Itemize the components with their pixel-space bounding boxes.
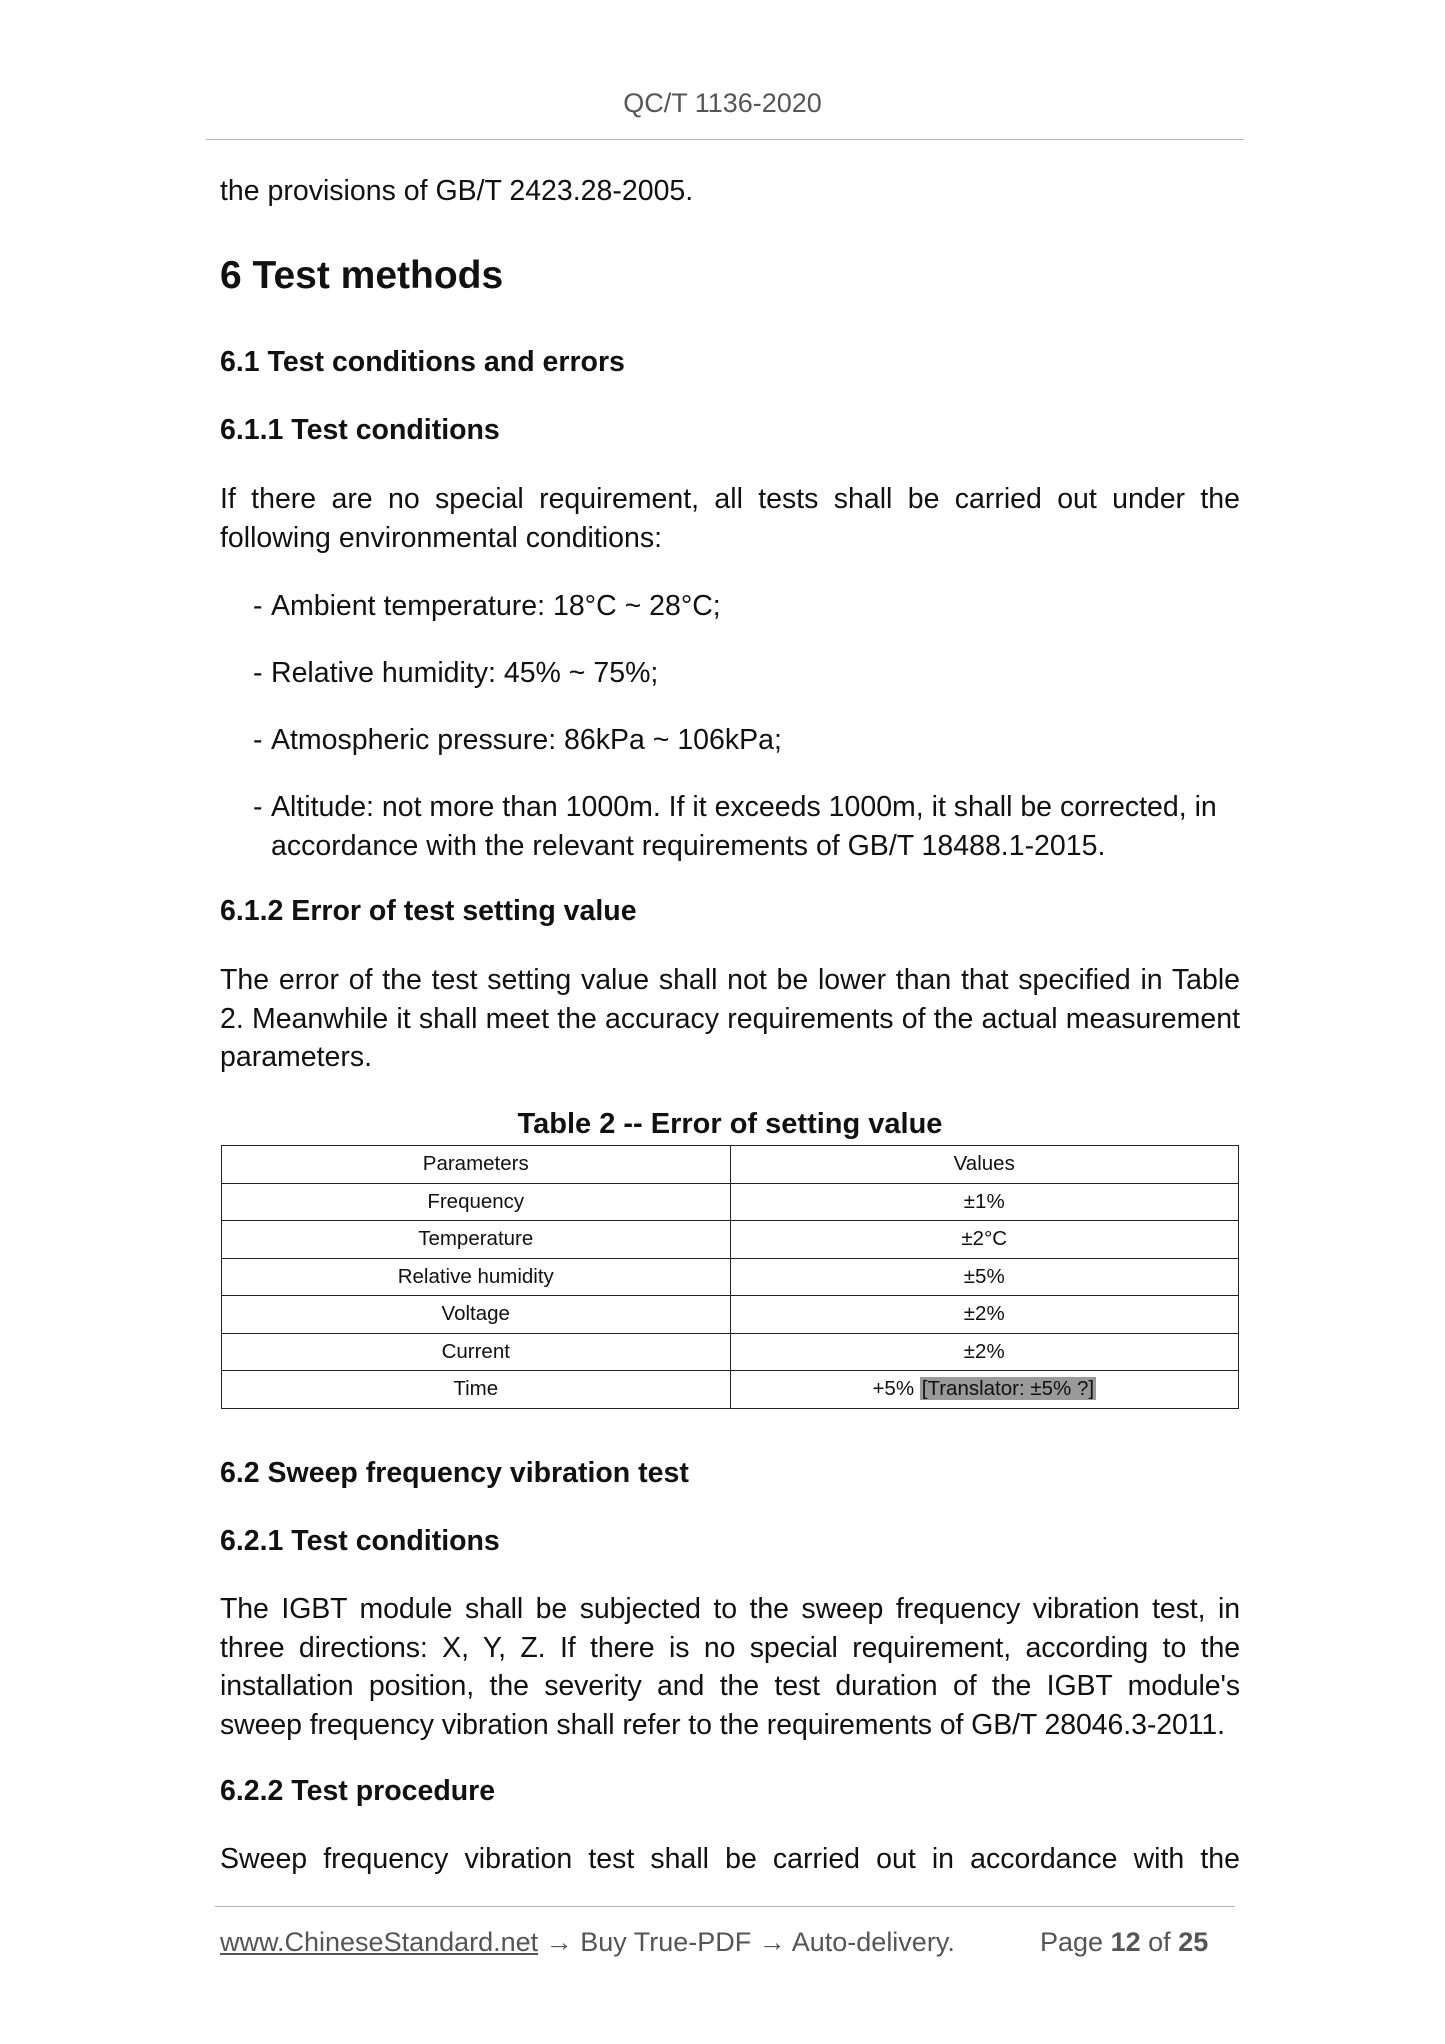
table-cell: ±2% (730, 1296, 1239, 1334)
table-cell: ±5% (730, 1258, 1239, 1296)
section-6-heading: 6 Test methods (220, 254, 504, 297)
error-table (221, 1145, 1239, 1409)
section-6-1-1-heading: 6.1.1 Test conditions (220, 414, 500, 446)
table-row (222, 1296, 1239, 1334)
bullet-ambient-temperature (253, 587, 1240, 626)
footer-promo-text: → Buy True-PDF → Auto-delivery. (538, 1927, 955, 1957)
table-cell: Voltage (222, 1296, 731, 1334)
bullet-dash: - (253, 657, 263, 689)
page-total: 25 (1178, 1927, 1209, 1957)
table-cell: Current (222, 1333, 731, 1371)
continued-paragraph: the provisions of GB/T 2423.28-2005. (220, 175, 694, 207)
bullet-dash: - (253, 791, 263, 823)
page-number: 12 (1110, 1927, 1141, 1957)
table-cell (730, 1371, 1239, 1409)
footer-promo (220, 1927, 955, 1958)
table-caption: Table 2 -- Error of setting value (517, 1108, 943, 1140)
sweep-conditions-paragraph: The IGBT module shall be subjected to the sweep frequency vibration test, in three directions: X, Y, Z. If there is no special requirement, according to the installation position, the severity and the test duration of the IGBT module's sweep frequency vibration shall refer to the requirements of GB/T 28046.3-2011. (220, 1593, 1240, 1741)
bullet-atmospheric-pressure (253, 721, 1240, 760)
bullet-altitude (253, 788, 1240, 865)
bullet-text: Ambient temperature: 18°C ~ 28°C; (271, 590, 721, 622)
website-link[interactable]: www.ChineseStandard.net (220, 1927, 539, 1957)
table-cell: ±2% (730, 1333, 1239, 1371)
section-6-2-2-heading: 6.2.2 Test procedure (220, 1775, 496, 1807)
header-rule (206, 139, 1244, 140)
table-row (222, 1371, 1239, 1409)
of-label: of (1148, 1927, 1171, 1957)
doc-code-header: QC/T 1136-2020 (623, 88, 822, 118)
section-6-2-heading: 6.2 Sweep frequency vibration test (220, 1457, 689, 1489)
section-6-1-heading: 6.1 Test conditions and errors (220, 346, 625, 378)
table-header-cell: Parameters (222, 1146, 731, 1184)
table-cell: Relative humidity (222, 1258, 731, 1296)
page-indicator (1040, 1927, 1208, 1958)
table-cell: ±2°C (730, 1221, 1239, 1259)
table-header-cell: Values (730, 1146, 1239, 1184)
time-value: +5% (872, 1377, 915, 1401)
table-cell: Temperature (222, 1221, 731, 1259)
table-row (222, 1221, 1239, 1259)
test-procedure-paragraph: Sweep frequency vibration test shall be carried out in accordance with the (220, 1843, 1240, 1875)
table-row (222, 1333, 1239, 1371)
table-cell: Time (222, 1371, 731, 1409)
section-6-1-2-heading: 6.1.2 Error of test setting value (220, 895, 637, 927)
page-label: Page (1040, 1927, 1104, 1957)
translator-note: [Translator: ±5% ?] (921, 1377, 1095, 1401)
bullet-text: Atmospheric pressure: 86kPa ~ 106kPa; (271, 724, 782, 756)
bullet-dash: - (253, 590, 263, 622)
section-6-2-1-heading: 6.2.1 Test conditions (220, 1525, 500, 1557)
table-row (222, 1258, 1239, 1296)
table-cell: Frequency (222, 1183, 731, 1221)
table-cell: ±1% (730, 1183, 1239, 1221)
test-conditions-intro: If there are no special requirement, all tests shall be carried out under the following environmental conditions: (220, 483, 1240, 554)
bullet-text: Altitude: not more than 1000m. If it exceeds 1000m, it shall be corrected, in accordance with the relevant requirements of GB/T 18488.1-2015. (271, 791, 1217, 862)
footer-rule (215, 1906, 1235, 1907)
table-row (222, 1183, 1239, 1221)
bullet-text: Relative humidity: 45% ~ 75%; (271, 657, 659, 689)
table-header-row (222, 1146, 1239, 1184)
setting-error-paragraph: The error of the test setting value shall not be lower than that specified in Table 2. Meanwhile it shall meet the accuracy requirements of the actual measurement parameters. (220, 964, 1240, 1073)
bullet-relative-humidity (253, 654, 1240, 693)
bullet-dash: - (253, 724, 263, 756)
